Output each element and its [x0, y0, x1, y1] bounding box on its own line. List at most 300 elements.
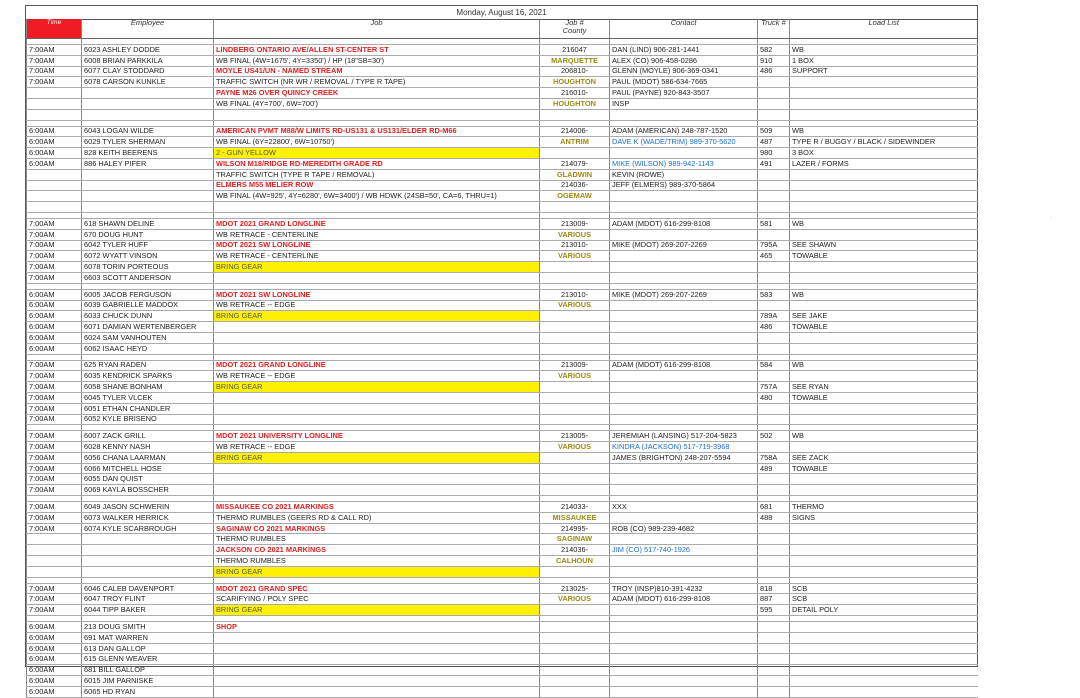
- contact-cell: [610, 403, 758, 414]
- job-cell: [214, 202, 540, 213]
- truck-cell: [758, 545, 790, 556]
- employee-cell: 6074 KYLE SCARBROUGH: [82, 523, 214, 534]
- job-cell: WB RETRACE -- EDGE: [214, 442, 540, 453]
- job-cell: [214, 676, 540, 687]
- table-row: [27, 622, 978, 633]
- contact-cell: [610, 534, 758, 545]
- truck-cell: [758, 98, 790, 109]
- truck-cell: [758, 556, 790, 567]
- contact-cell: PAUL (MDOT) 586-634-7665: [610, 77, 758, 88]
- load-cell: [790, 169, 978, 180]
- truck-cell: [758, 665, 790, 676]
- jobnum-cell: MISSAUKEE: [540, 512, 610, 523]
- employee-cell: [82, 566, 214, 577]
- job-cell: PAYNE M26 OVER QUINCY CREEK: [214, 88, 540, 99]
- load-cell: DETAIL POLY: [790, 605, 978, 616]
- load-cell: [790, 534, 978, 545]
- employee-cell: 6045 TYLER VLCEK: [82, 392, 214, 403]
- truck-cell: [758, 686, 790, 697]
- contact-cell: [610, 654, 758, 665]
- time-cell: 7:00AM: [27, 360, 82, 371]
- table-row: [27, 343, 978, 354]
- employee-cell: 6046 CALEB DAVENPORT: [82, 583, 214, 594]
- truck-cell: 795A: [758, 240, 790, 251]
- jobnum-cell: [540, 654, 610, 665]
- job-cell: BRING GEAR: [214, 382, 540, 393]
- truck-cell: [758, 300, 790, 311]
- time-cell: 6:00AM: [27, 148, 82, 159]
- employee-cell: 828 KEITH BEERENS: [82, 148, 214, 159]
- job-cell: MDOT 2021 GRAND LONGLINE: [214, 360, 540, 371]
- load-cell: [790, 474, 978, 485]
- contact-cell: [610, 485, 758, 496]
- job-cell: BRING GEAR: [214, 262, 540, 273]
- jobnum-cell: 214036-: [540, 545, 610, 556]
- table-row: [27, 109, 978, 120]
- contact-cell: [610, 566, 758, 577]
- jobnum-cell: 213009-: [540, 360, 610, 371]
- load-cell: [790, 632, 978, 643]
- contact-cell: [610, 229, 758, 240]
- table-row: [27, 55, 978, 66]
- time-cell: 6:00AM: [27, 158, 82, 169]
- truck-cell: 509: [758, 126, 790, 137]
- contact-cell: [610, 643, 758, 654]
- jobnum-cell: [540, 272, 610, 283]
- employee-cell: 213 DOUG SMITH: [82, 622, 214, 633]
- jobnum-cell: [540, 403, 610, 414]
- employee-cell: 6028 KENNY NASH: [82, 442, 214, 453]
- load-cell: [790, 332, 978, 343]
- employee-cell: 6056 CHANA LAARMAN: [82, 452, 214, 463]
- load-cell: 3 BOX: [790, 148, 978, 159]
- time-cell: 7:00AM: [27, 431, 82, 442]
- jobnum-cell: VARIOUS: [540, 442, 610, 453]
- truck-cell: [758, 109, 790, 120]
- load-cell: 1 BOX: [790, 55, 978, 66]
- truck-cell: 818: [758, 583, 790, 594]
- employee-cell: 6077 CLAY STODDARD: [82, 66, 214, 77]
- table-row: [27, 474, 978, 485]
- schedule-table: [26, 19, 978, 698]
- truck-cell: 487: [758, 137, 790, 148]
- table-row: [27, 442, 978, 453]
- contact-cell: JAMES (BRIGHTON) 248-207-5594: [610, 452, 758, 463]
- time-cell: 7:00AM: [27, 403, 82, 414]
- contact-cell: ALEX (CO) 906-458-0286: [610, 55, 758, 66]
- truck-cell: [758, 191, 790, 202]
- load-cell: WB: [790, 218, 978, 229]
- jobnum-cell: [540, 109, 610, 120]
- job-cell: TRAFFIC SWITCH (NR WR / REMOVAL / TYPE R TAPE): [214, 77, 540, 88]
- time-cell: 7:00AM: [27, 594, 82, 605]
- job-cell: MDOT 2021 GRAND LONGLINE: [214, 218, 540, 229]
- contact-cell: ADAM (MDOT) 616-299-8108: [610, 360, 758, 371]
- time-cell: 7:00AM: [27, 442, 82, 453]
- jobnum-cell: [540, 202, 610, 213]
- table-row: [27, 251, 978, 262]
- truck-cell: [758, 654, 790, 665]
- job-cell: THERMO RUMBLES: [214, 556, 540, 567]
- time-cell: 7:00AM: [27, 240, 82, 251]
- time-cell: 7:00AM: [27, 523, 82, 534]
- job-cell: WILSON M18/RIDGE RD-MEREDITH GRADE RD: [214, 158, 540, 169]
- table-row: [27, 272, 978, 283]
- load-cell: [790, 202, 978, 213]
- load-cell: [790, 229, 978, 240]
- time-cell: 7:00AM: [27, 229, 82, 240]
- contact-cell: [610, 148, 758, 159]
- jobnum-cell: [540, 414, 610, 425]
- jobnum-cell: 213010-: [540, 240, 610, 251]
- job-cell: MDOT 2021 UNIVERSITY LONGLINE: [214, 431, 540, 442]
- jobnum-cell: [540, 311, 610, 322]
- jobnum-cell: 214006-: [540, 126, 610, 137]
- truck-cell: 465: [758, 251, 790, 262]
- truck-cell: [758, 414, 790, 425]
- employee-cell: [82, 191, 214, 202]
- load-cell: SEE ZACK: [790, 452, 978, 463]
- job-cell: 2 - GUN YELLOW: [214, 148, 540, 159]
- load-cell: [790, 643, 978, 654]
- table-row: [27, 126, 978, 137]
- jobnum-cell: VARIOUS: [540, 251, 610, 262]
- employee-cell: 6065 HD RYAN: [82, 686, 214, 697]
- contact-cell: DAVE K (WADE/TRIM) 989-370-5620: [610, 137, 758, 148]
- truck-cell: [758, 77, 790, 88]
- employee-cell: 6033 CHUCK DUNN: [82, 311, 214, 322]
- job-cell: WB RETRACE - CENTERLINE: [214, 251, 540, 262]
- jobnum-cell: [540, 632, 610, 643]
- table-row: [27, 158, 978, 169]
- header-contact: Contact: [610, 19, 758, 39]
- contact-cell: [610, 556, 758, 567]
- jobnum-cell: [540, 343, 610, 354]
- table-row: [27, 66, 978, 77]
- contact-cell: JEREMIAH (LANSING) 517-204-5823: [610, 431, 758, 442]
- table-row: [27, 88, 978, 99]
- time-cell: 7:00AM: [27, 452, 82, 463]
- jobnum-cell: [540, 463, 610, 474]
- time-cell: 7:00AM: [27, 45, 82, 56]
- job-cell: [214, 392, 540, 403]
- truck-cell: [758, 262, 790, 273]
- employee-cell: 6008 BRIAN PARKKILA: [82, 55, 214, 66]
- time-cell: 7:00AM: [27, 485, 82, 496]
- employee-cell: 6069 KAYLA BOSSCHER: [82, 485, 214, 496]
- job-cell: SHOP: [214, 622, 540, 633]
- employee-cell: 6044 TIPP BAKER: [82, 605, 214, 616]
- truck-cell: [758, 643, 790, 654]
- table-row: [27, 77, 978, 88]
- jobnum-cell: [540, 665, 610, 676]
- time-cell: 6:00AM: [27, 332, 82, 343]
- contact-cell: [610, 665, 758, 676]
- table-row: [27, 414, 978, 425]
- truck-cell: 489: [758, 463, 790, 474]
- table-row: [27, 463, 978, 474]
- time-cell: 6:00AM: [27, 632, 82, 643]
- time-cell: 7:00AM: [27, 474, 82, 485]
- contact-cell: [610, 414, 758, 425]
- jobnum-cell: HOUGHTON: [540, 77, 610, 88]
- load-cell: [790, 686, 978, 697]
- job-cell: [214, 403, 540, 414]
- contact-cell: [610, 191, 758, 202]
- job-cell: [214, 272, 540, 283]
- jobnum-cell: [540, 382, 610, 393]
- jobnum-cell: 216010-: [540, 88, 610, 99]
- contact-cell: [610, 371, 758, 382]
- table-row: [27, 665, 978, 676]
- load-cell: [790, 88, 978, 99]
- job-cell: MDOT 2021 SW LONGLINE: [214, 289, 540, 300]
- time-cell: 7:00AM: [27, 502, 82, 513]
- job-cell: [214, 332, 540, 343]
- contact-cell: MIKE (WILSON) 989-942-1143: [610, 158, 758, 169]
- time-cell: [27, 169, 82, 180]
- truck-cell: [758, 403, 790, 414]
- load-cell: WB: [790, 289, 978, 300]
- table-row: [27, 360, 978, 371]
- job-cell: [214, 632, 540, 643]
- header-county-label: County: [562, 26, 587, 35]
- time-cell: 7:00AM: [27, 262, 82, 273]
- time-cell: 7:00AM: [27, 392, 82, 403]
- load-cell: WB: [790, 126, 978, 137]
- table-row: [27, 218, 978, 229]
- job-cell: TRAFFIC SWITCH (TYPE R TAPE / REMOVAL): [214, 169, 540, 180]
- job-cell: BRING GEAR: [214, 566, 540, 577]
- contact-cell: [610, 474, 758, 485]
- truck-cell: 757A: [758, 382, 790, 393]
- load-cell: TOWABLE: [790, 322, 978, 333]
- table-row: [27, 300, 978, 311]
- load-cell: [790, 77, 978, 88]
- header-row: [27, 19, 978, 39]
- table-row: [27, 332, 978, 343]
- employee-cell: 6043 LOGAN WILDE: [82, 126, 214, 137]
- employee-cell: 886 HALEY PIFER: [82, 158, 214, 169]
- time-cell: [27, 98, 82, 109]
- load-cell: SUPPORT: [790, 66, 978, 77]
- job-cell: [214, 322, 540, 333]
- table-row: [27, 311, 978, 322]
- jobnum-cell: VARIOUS: [540, 229, 610, 240]
- contact-cell: ADAM (MDOT) 616-299-8108: [610, 594, 758, 605]
- job-cell: SAGINAW CO 2021 MARKINGS: [214, 523, 540, 534]
- jobnum-cell: [540, 474, 610, 485]
- load-cell: [790, 403, 978, 414]
- contact-cell: ADAM (AMERICAN) 248-787-1520: [610, 126, 758, 137]
- table-row: [27, 148, 978, 159]
- load-cell: TOWABLE: [790, 463, 978, 474]
- jobnum-cell: [540, 332, 610, 343]
- truck-cell: 681: [758, 502, 790, 513]
- time-cell: 7:00AM: [27, 272, 82, 283]
- time-cell: 6:00AM: [27, 686, 82, 697]
- time-cell: 7:00AM: [27, 512, 82, 523]
- employee-cell: [82, 98, 214, 109]
- load-cell: [790, 180, 978, 191]
- jobnum-cell: 213005-: [540, 431, 610, 442]
- job-cell: [214, 474, 540, 485]
- employee-cell: 6047 TROY FLINT: [82, 594, 214, 605]
- truck-cell: 486: [758, 66, 790, 77]
- table-row: [27, 403, 978, 414]
- contact-cell: [610, 463, 758, 474]
- table-row: [27, 322, 978, 333]
- load-cell: SEE RYAN: [790, 382, 978, 393]
- header-truck: Truck #: [758, 19, 790, 39]
- header-job: Job: [214, 19, 540, 39]
- load-cell: [790, 665, 978, 676]
- jobnum-cell: 213010-: [540, 289, 610, 300]
- job-cell: THERMO RUMBLES: [214, 534, 540, 545]
- jobnum-cell: SAGINAW: [540, 534, 610, 545]
- time-cell: 6:00AM: [27, 643, 82, 654]
- jobnum-cell: 214079-: [540, 158, 610, 169]
- time-cell: [27, 191, 82, 202]
- jobnum-cell: 214033-: [540, 502, 610, 513]
- truck-cell: [758, 272, 790, 283]
- jobnum-cell: OGEMAW: [540, 191, 610, 202]
- contact-cell: [610, 686, 758, 697]
- table-row: [27, 594, 978, 605]
- truck-cell: [758, 88, 790, 99]
- load-cell: [790, 545, 978, 556]
- truck-cell: 480: [758, 392, 790, 403]
- truck-cell: 789A: [758, 311, 790, 322]
- contact-cell: [610, 262, 758, 273]
- table-row: [27, 512, 978, 523]
- contact-cell: INSP: [610, 98, 758, 109]
- time-cell: [27, 202, 82, 213]
- table-row: [27, 229, 978, 240]
- contact-cell: [610, 202, 758, 213]
- employee-cell: 6049 JASON SCHWERIN: [82, 502, 214, 513]
- contact-cell: ADAM (MDOT) 616-299-8108: [610, 218, 758, 229]
- table-row: [27, 98, 978, 109]
- time-cell: 7:00AM: [27, 605, 82, 616]
- load-cell: TOWABLE: [790, 392, 978, 403]
- employee-cell: [82, 545, 214, 556]
- employee-cell: 6066 MITCHELL HOSE: [82, 463, 214, 474]
- truck-cell: [758, 343, 790, 354]
- time-cell: 6:00AM: [27, 676, 82, 687]
- jobnum-cell: [540, 605, 610, 616]
- table-row: [27, 382, 978, 393]
- job-cell: JACKSON CO 2021 MARKINGS: [214, 545, 540, 556]
- jobnum-cell: [540, 686, 610, 697]
- truck-cell: [758, 229, 790, 240]
- employee-cell: 615 GLENN WEAVER: [82, 654, 214, 665]
- truck-cell: [758, 332, 790, 343]
- load-cell: SIGNS: [790, 512, 978, 523]
- employee-cell: 6005 JACOB FERGUSON: [82, 289, 214, 300]
- load-cell: TOWABLE: [790, 251, 978, 262]
- job-cell: WB RETRACE - CENTERLINE: [214, 229, 540, 240]
- time-cell: 7:00AM: [27, 414, 82, 425]
- truck-cell: [758, 534, 790, 545]
- jobnum-cell: VARIOUS: [540, 300, 610, 311]
- load-cell: [790, 300, 978, 311]
- job-cell: LINDBERG ONTARIO AVE/ALLEN ST-CENTER ST: [214, 45, 540, 56]
- table-row: [27, 686, 978, 697]
- table-row: [27, 654, 978, 665]
- jobnum-cell: 214036-: [540, 180, 610, 191]
- load-cell: SCB: [790, 583, 978, 594]
- time-cell: 6:00AM: [27, 654, 82, 665]
- jobnum-cell: [540, 392, 610, 403]
- contact-cell: KEVIN (ROWE): [610, 169, 758, 180]
- truck-cell: 584: [758, 360, 790, 371]
- load-cell: THERMO: [790, 502, 978, 513]
- contact-cell: DAN (LIND) 906-281-1441: [610, 45, 758, 56]
- contact-cell: [610, 300, 758, 311]
- truck-cell: [758, 442, 790, 453]
- table-row: [27, 545, 978, 556]
- contact-cell: [610, 605, 758, 616]
- contact-cell: [610, 392, 758, 403]
- job-cell: WB FINAL (4Y=700', 6W=700'): [214, 98, 540, 109]
- load-cell: [790, 556, 978, 567]
- time-cell: 6:00AM: [27, 311, 82, 322]
- truck-cell: 887: [758, 594, 790, 605]
- time-cell: [27, 545, 82, 556]
- truck-cell: 595: [758, 605, 790, 616]
- table-row: [27, 169, 978, 180]
- contact-cell: [610, 332, 758, 343]
- table-row: [27, 485, 978, 496]
- contact-cell: GLENN (MOYLE) 906-369-0341: [610, 66, 758, 77]
- truck-cell: [758, 523, 790, 534]
- schedule-table-body: [27, 19, 978, 697]
- time-cell: 7:00AM: [27, 218, 82, 229]
- time-cell: 7:00AM: [27, 463, 82, 474]
- truck-cell: 910: [758, 55, 790, 66]
- time-cell: 6:00AM: [27, 137, 82, 148]
- load-cell: SEE JAKE: [790, 311, 978, 322]
- employee-cell: 6078 CARSON KUNKLE: [82, 77, 214, 88]
- job-cell: WB RETRACE -- EDGE: [214, 371, 540, 382]
- load-cell: [790, 442, 978, 453]
- table-row: [27, 605, 978, 616]
- contact-cell: [610, 311, 758, 322]
- job-cell: BRING GEAR: [214, 311, 540, 322]
- table-row: [27, 180, 978, 191]
- table-row: [27, 289, 978, 300]
- time-cell: 6:00AM: [27, 665, 82, 676]
- time-cell: 6:00AM: [27, 622, 82, 633]
- job-cell: [214, 643, 540, 654]
- employee-cell: 618 SHAWN DELINE: [82, 218, 214, 229]
- employee-cell: [82, 202, 214, 213]
- load-cell: WB: [790, 431, 978, 442]
- load-cell: [790, 272, 978, 283]
- scan-mark: ·: [1050, 215, 1052, 221]
- load-cell: [790, 654, 978, 665]
- header-jobnum: [540, 19, 610, 39]
- employee-cell: 6072 WYATT VINSON: [82, 251, 214, 262]
- jobnum-cell: [540, 322, 610, 333]
- load-cell: [790, 98, 978, 109]
- truck-cell: 491: [758, 158, 790, 169]
- job-cell: ELMERS M55 MELIER ROW: [214, 180, 540, 191]
- contact-cell: [610, 322, 758, 333]
- load-cell: [790, 485, 978, 496]
- load-cell: [790, 343, 978, 354]
